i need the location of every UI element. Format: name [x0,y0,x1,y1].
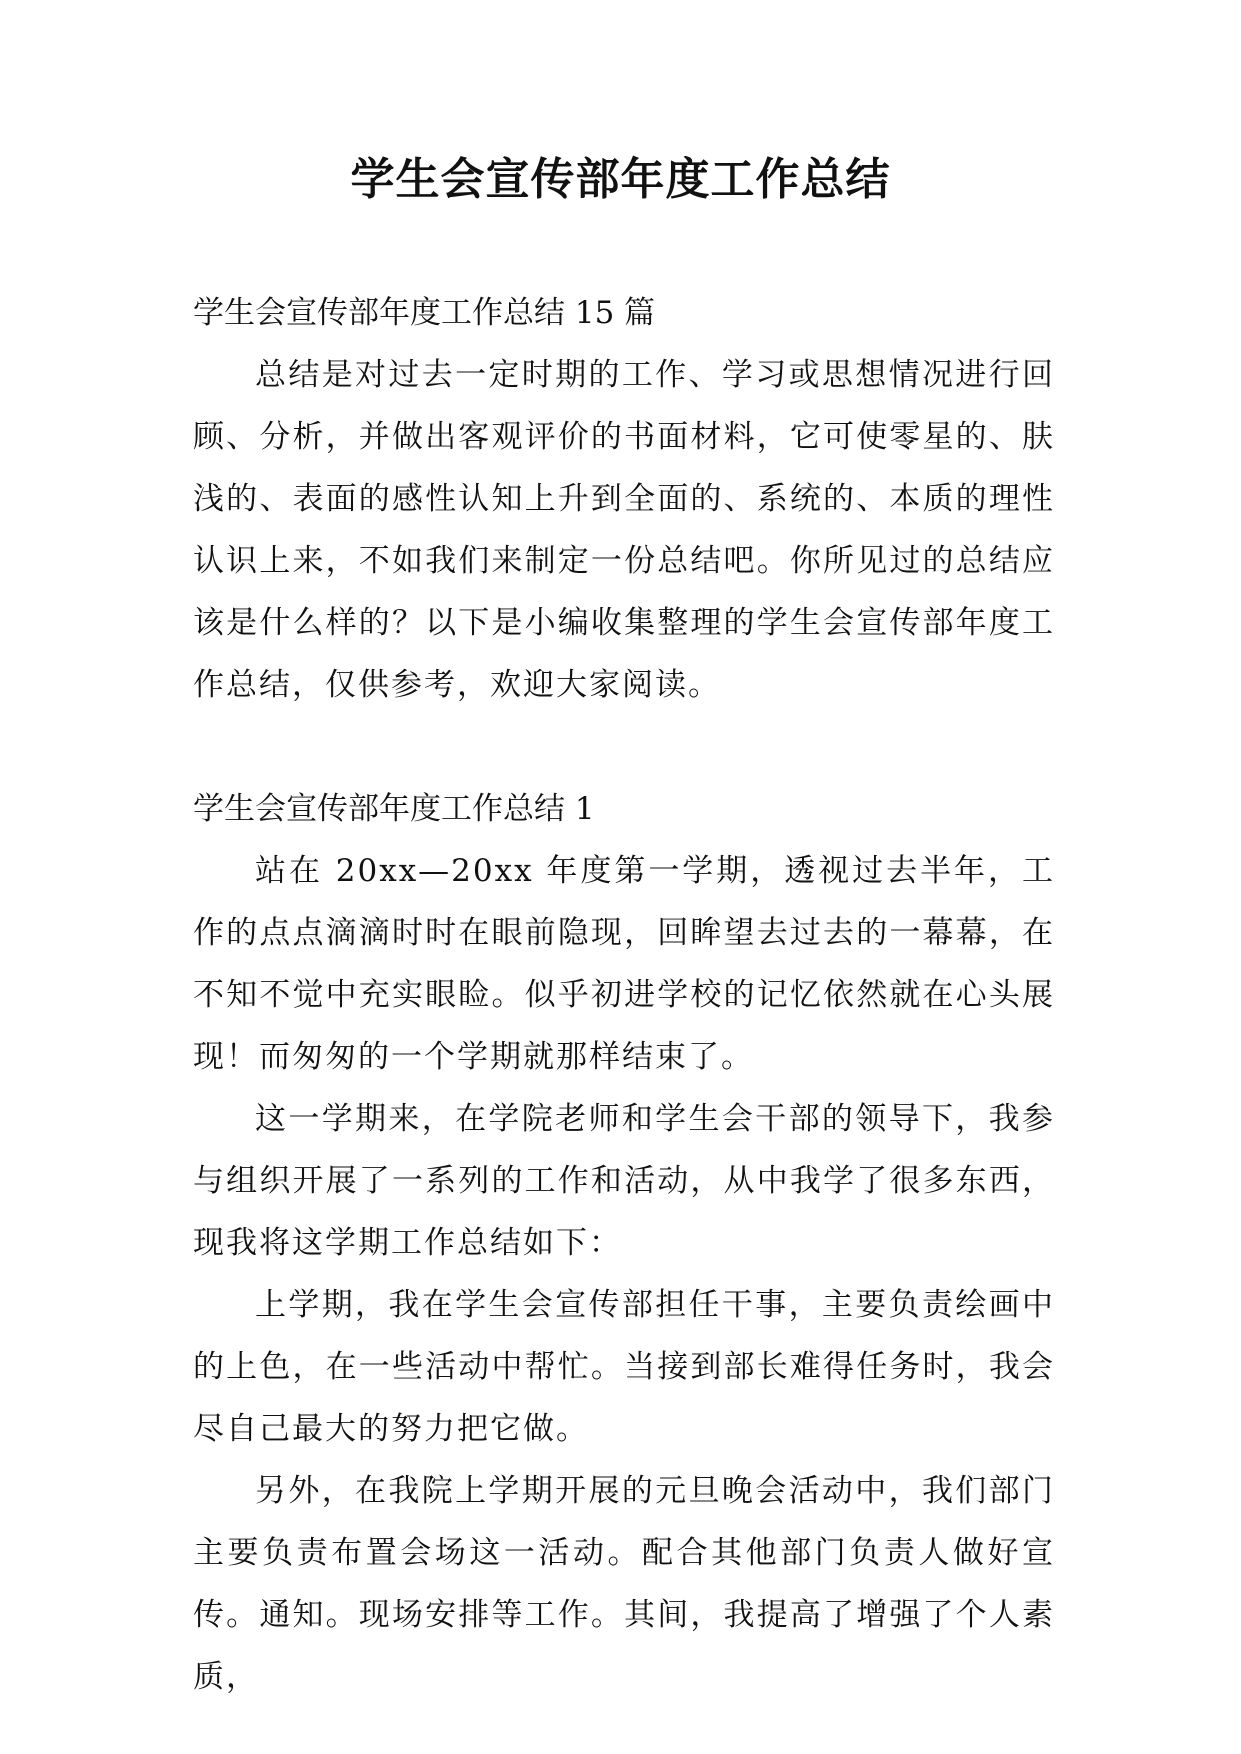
body-paragraph: 上学期，我在学生会宣传部担任干事，主要负责绘画中的上色，在一些活动中帮忙。当接到部长难得任务时，我会尽自己最大的努力把它做。 [193,1287,1055,1447]
body-paragraph: 站在 20xx—20xx 年度第一学期，透视过去半年，工作的点点滴滴时时在眼前隐现，回眸望去过去的一幕幕，在不知不觉中充实眼睑。似乎初进学校的记忆依然就在心头展现！而匆匆的一个学期就那样结束了。 [193,853,1055,1075]
body-paragraph: 这一学期来，在学院老师和学生会干部的领导下，我参与组织开展了一系列的工作和活动，从中我学了很多东西，现我将这学期工作总结如下： [193,1101,1055,1261]
document-subtitle: 学生会宣传部年度工作总结 15 篇 [193,295,656,331]
section-spacer [193,716,1055,778]
document-body [193,282,1055,1708]
document-title: 学生会宣传部年度工作总结 [350,154,891,205]
intro-paragraph: 总结是对过去一定时期的工作、学习或思想情况进行回顾、分析，并做出客观评价的书面材料，它可使零星的、肤浅的、表面的感性认知上升到全面的、系统的、本质的理性认识上来，不如我们来制定一份总结吧。你所见过的总结应该是什么样的？以下是小编收集整理的学生会宣传部年度工作总结，仅供参考，欢迎大家阅读。 [193,357,1055,703]
body-paragraph: 另外，在我院上学期开展的元旦晚会活动中，我们部门主要负责布置会场这一活动。配合其他部门负责人做好宣传。通知。现场安排等工作。其间，我提高了增强了个人素质， [193,1473,1055,1695]
section-heading: 学生会宣传部年度工作总结 1 [193,791,595,827]
